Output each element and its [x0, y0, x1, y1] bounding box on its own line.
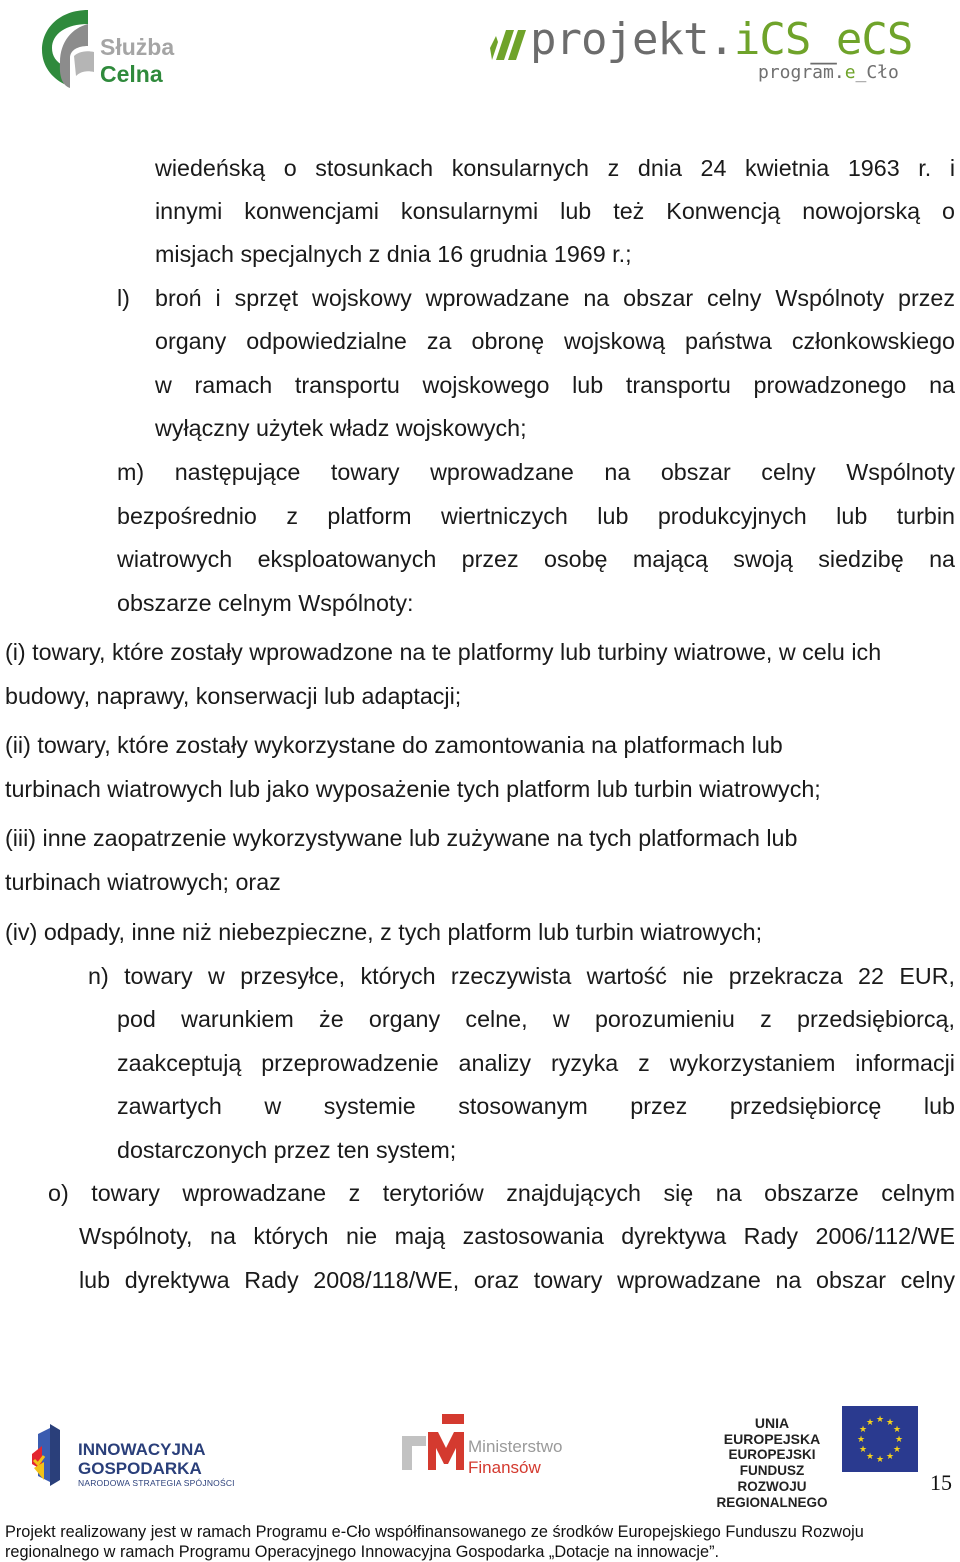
logo-text-line2: Celna: [100, 61, 163, 87]
svg-text:★: ★: [885, 1418, 895, 1428]
text-line: zaakceptują przeprowadzenie analizy ryzyka z wykorzystaniem informacji: [117, 1050, 955, 1076]
ue-line3: ROZWOJU REGIONALNEGO: [716, 1479, 828, 1510]
logo-text-line1: Służba: [100, 34, 175, 60]
page-number: 15: [930, 1470, 952, 1495]
sluzba-celna-emblem-icon: [38, 6, 108, 90]
text-line: wyłączny użytek władz wojskowych;: [155, 415, 527, 441]
text-line: obszarze celnym Wspólnoty:: [117, 590, 414, 616]
text-line: lub dyrektywa Rady 2008/118/WE, oraz towary wprowadzane na obszar celny: [79, 1267, 955, 1293]
text-line: innymi konwencjami konsularnymi lub też Konwencją nowojorską o: [155, 198, 955, 224]
text-line: Wspólnoty, na których nie mają zastosowania dyrektywa Rady 2006/112/WE: [79, 1223, 955, 1249]
text-line: wiedeńską o stosunkach konsularnych z dnia 24 kwietnia 1963 r. i: [155, 155, 955, 181]
innowacyjna-gospodarka-emblem-icon: [30, 1424, 74, 1491]
ics-ecs-wordmark: [530, 14, 912, 65]
list-marker: l): [117, 285, 130, 311]
ue-line1: UNIA EUROPEJSKA: [723, 1415, 821, 1447]
mf-line1: Ministerstwo: [468, 1437, 563, 1456]
ics-prefix: projekt.: [530, 14, 734, 65]
text-line: organy odpowiedzialne za obronę wojskową państwa członkowskiego: [155, 328, 955, 354]
text-line: bezpośrednio z platform wiertniczych lub produkcyjnych lub turbin: [117, 503, 955, 529]
text-line: misjach specjalnych z dnia 16 grudnia 1969 r.;: [155, 241, 632, 267]
program-e-clo-wordmark: [758, 62, 899, 83]
ministerstwo-finansow-wordmark: [468, 1436, 562, 1478]
sub-prefix: program.: [758, 62, 845, 83]
svg-text:★: ★: [865, 1418, 875, 1428]
svg-text:★: ★: [885, 1452, 895, 1462]
ministerstwo-finansow-emblem-icon: [402, 1414, 464, 1475]
ig-line2: GOSPODARKA: [78, 1459, 202, 1478]
text-line: m) następujące towary wprowadzane na obszar celny Wspólnoty: [117, 459, 955, 485]
sluzba-celna-wordmark: [100, 34, 174, 88]
text-line: turbinach wiatrowych lub jako wyposażenie tych platform lub turbin wiatrowych;: [5, 776, 821, 802]
svg-text:★: ★: [858, 1445, 868, 1455]
svg-text:★: ★: [875, 1455, 885, 1465]
ue-line2: EUROPEJSKI FUNDUSZ: [728, 1447, 816, 1478]
svg-text:★: ★: [892, 1425, 902, 1435]
svg-text:★: ★: [875, 1415, 885, 1425]
text-line: turbinach wiatrowych; oraz: [5, 869, 281, 895]
ig-subtitle: NARODOWA STRATEGIA SPÓJNOŚCI: [78, 1478, 235, 1488]
text-line: (iii) inne zaopatrzenie wykorzystywane lub zużywane na tych platformach lub: [5, 825, 798, 851]
innowacyjna-gospodarka-wordmark: [78, 1440, 206, 1478]
ics-text: iCS: [733, 14, 811, 65]
unia-europejska-wordmark: [706, 1415, 838, 1511]
sub-suffix: _Cło: [855, 62, 899, 83]
text-line: budowy, naprawy, konserwacji lub adaptacji;: [5, 683, 462, 709]
text-line: (i) towary, które zostały wprowadzone na te platformy lub turbiny wiatrowe, w celu ich: [5, 639, 882, 665]
svg-text:★: ★: [894, 1435, 904, 1445]
ics-sep: _: [810, 14, 836, 65]
svg-text:★: ★: [865, 1452, 875, 1462]
text-line: pod warunkiem że organy celne, w porozumieniu z przedsiębiorcą,: [117, 1006, 955, 1032]
mf-line2: Finansów: [468, 1458, 541, 1477]
text-line: zawartych w systemie stosowanym przez przedsiębiorcę lub: [117, 1093, 955, 1119]
footer-note: Projekt realizowany jest w ramach Programu e-Cło współfinansowanego ze środków Europejskiego Funduszu Rozwoju regionalnego w ramach Programu Operacyjnego Innowacyjna Gospodarka „Dotacje na innowacje”.: [5, 1523, 864, 1561]
ics-ecs-stripes-icon: [490, 30, 530, 65]
eu-flag-icon: [842, 1406, 918, 1477]
text-line: (iv) odpady, inne niż niebezpieczne, z tych platform lub turbin wiatrowych;: [5, 919, 763, 945]
text-line: w ramach transportu wojskowego lub transportu prowadzonego na: [155, 372, 955, 398]
ig-line1: INNOWACYJNA: [78, 1440, 206, 1459]
svg-text:★: ★: [856, 1435, 866, 1445]
text-line: dostarczonych przez ten system;: [117, 1137, 457, 1163]
text-line: o) towary wprowadzane z terytoriów znajdujących się na obszarze celnym: [48, 1180, 955, 1206]
text-line: wiatrowych eksploatowanych przez osobę mającą swoją siedzibę na: [117, 546, 955, 572]
svg-text:★: ★: [892, 1445, 902, 1455]
sub-e: e: [844, 62, 856, 83]
text-line: n) towary w przesyłce, których rzeczywista wartość nie przekracza 22 EUR,: [88, 963, 955, 989]
text-line: (ii) towary, które zostały wykorzystane do zamontowania na platformach lub: [5, 732, 783, 758]
text-line: broń i sprzęt wojskowy wprowadzane na obszar celny Wspólnoty przez: [155, 285, 955, 311]
ecs-text: eCS: [835, 14, 913, 65]
svg-text:★: ★: [858, 1425, 868, 1435]
